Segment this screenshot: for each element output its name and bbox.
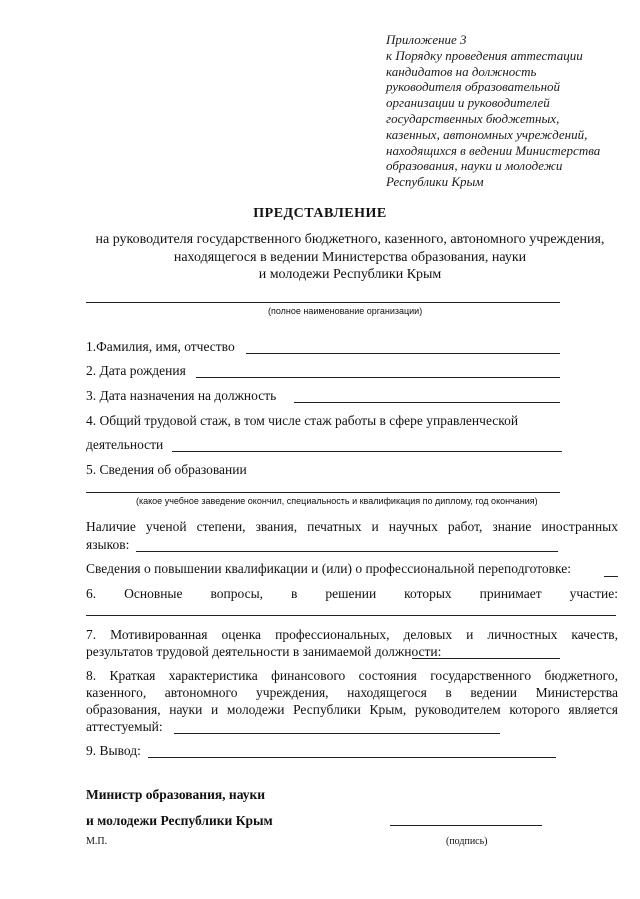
appendix-line: находящихся в ведении Министерства [386,142,601,158]
appendix-line: организации и руководителей [386,95,550,111]
degree-label: Наличие ученой степени, звания, печатных и научных работ, знание иностранных [86,519,618,534]
qualification-field[interactable] [604,576,618,577]
appointment-date-field[interactable] [294,402,560,403]
minister-title: Министр образования, науки [86,787,266,802]
minister-title-cont: и молодежи Республики Крым [86,813,273,828]
qualification-label: Сведения о повышении квалификации и (или) о профессиональной переподготовке: [86,561,572,576]
organization-caption: (полное наименование организации) [268,306,423,316]
assessment-label: 7. Мотивированная оценка профессиональных, деловых и личностных качеств, [86,627,618,642]
appendix-line: кандидатов на должность [386,63,537,79]
birth-date-field[interactable] [196,377,560,378]
appendix-line: Приложение 3 [386,32,467,47]
financial-label-cont: казенного, автономного учреждения, находящегося в ведении Министерства [86,685,618,700]
full-name-label: 1.Фамилия, имя, отчество [86,339,235,354]
appendix-line: к Порядку проведения аттестации [386,47,583,63]
assessment-label-cont: результатов трудовой деятельности в занимаемой должности: [86,644,442,659]
subtitle-line: и молодежи Республики Крым [258,267,442,282]
work-experience-field[interactable] [172,451,562,452]
subtitle-line: на руководителя государственного бюджетного, казенного, автономного учреждения, [95,232,605,247]
financial-label-cont: образования, науки и молодежи Республики Крым, руководителем которого является [86,702,618,717]
assessment-field[interactable] [412,658,560,659]
appendix-line: руководителя образовательной [386,79,561,95]
education-caption: (какое учебное заведение окончил, специальность и квалификация по диплому, год окончания) [136,496,538,506]
work-experience-label-cont: деятельности [86,437,164,452]
work-experience-label: 4. Общий трудовой стаж, в том числе стаж работы в сфере управленческой [86,413,519,428]
degree-label-cont: языков: [86,537,130,552]
subtitle-line: находящегося в ведении Министерства образования, науки [173,250,527,265]
education-label: 5. Сведения об образовании [86,462,247,477]
birth-date-label: 2. Дата рождения [86,363,186,378]
main-issues-field[interactable] [86,615,616,616]
financial-field[interactable] [174,733,500,734]
appendix-header [386,32,626,190]
appendix-line: казенных, автономных учреждений, [386,126,588,142]
full-name-field[interactable] [246,353,560,354]
document-title: ПРЕДСТАВЛЕНИЕ [253,206,387,221]
conclusion-field[interactable] [148,757,556,758]
financial-label: 8. Краткая характеристика финансового состояния государственного бюджетного, [86,668,618,683]
appointment-date-label: 3. Дата назначения на должность [86,388,277,403]
appendix-line: государственных бюджетных, [386,110,560,126]
appendix-line: образования, науки и молодежи [386,158,563,174]
education-field[interactable] [86,492,560,493]
main-issues-label: 6. Основные вопросы, в решении которых принимает участие: [86,586,618,601]
financial-label-cont: аттестуемый: [86,719,163,734]
appendix-line: Республики Крым [386,174,484,190]
organization-name-field[interactable] [86,302,560,303]
signature-caption: (подпись) [446,836,488,847]
signature-field[interactable] [390,825,542,826]
stamp-placeholder: М.П. [86,836,108,847]
conclusion-label: 9. Вывод: [86,743,141,758]
degree-field[interactable] [136,551,558,552]
